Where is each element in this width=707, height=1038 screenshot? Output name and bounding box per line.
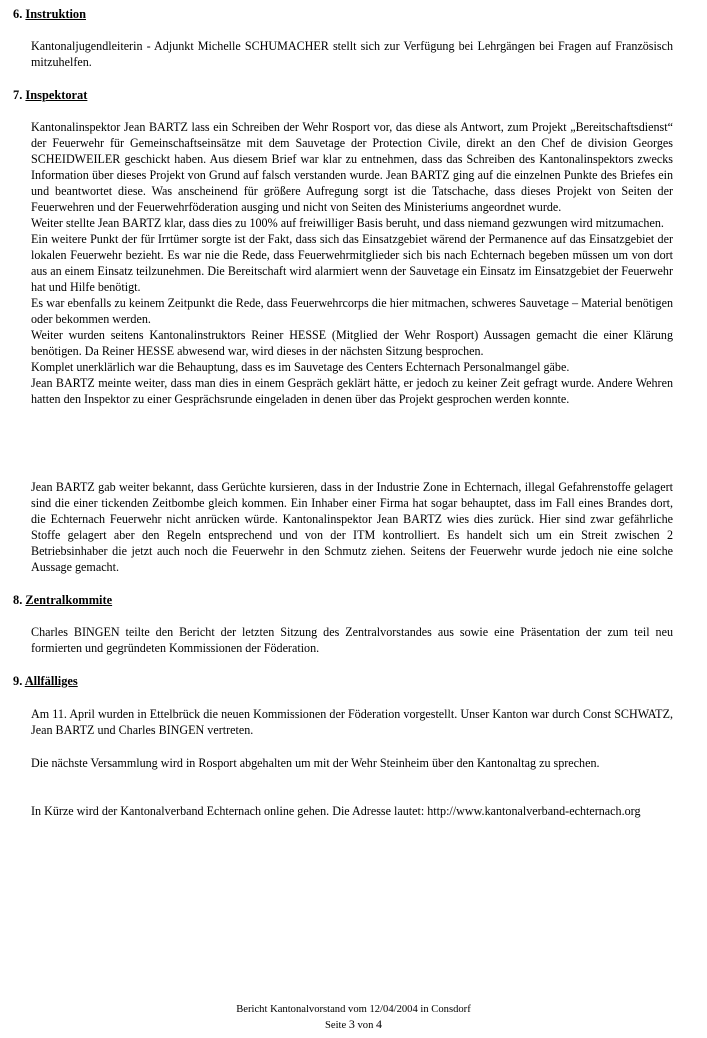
section-7-heading (13, 87, 87, 103)
section-9-paragraph-3: In Kürze wird der Kantonalverband Echternach online gehen. Die Adresse lautet: http://www.kantonalverband-echternach.org (31, 804, 641, 818)
footer-page-total: 4 (376, 1017, 383, 1031)
section-9-heading (13, 673, 78, 689)
footer-report-title: Bericht Kantonalvorstand vom 12/04/2004 in Consdorf (236, 1004, 471, 1015)
section-7-paragraph-1: Kantonalinspektor Jean BARTZ lass ein Schreiben der Wehr Rosport vor, das diese als Antwort, zum Projekt „Bereitschaftsdienst“ der Feuerwehr für Gemeinschaftseinsätze mit dem Sauvetage der Protection Civile, direkt an den Chef de division Georges SCHEIDWEILER geschickt haben. Aus diesem Brief war klar zu entnehmen, dass das Schreiben des Kantonalinspektors zwecks Information über dieses Projekt von Grund auf falsch verstanden wurde. Jean BARTZ ging auf die einzelnen Punkte des Briefes ein und beantwortet diese. Was anscheinend für größere Aufregung sorgt ist die Tatschache, dass dieses Projekt von Seiten der Feuerwehren und der Feuerwehrföderation ausging und nicht von Seiten des Ministeriums angeordnet wurde. (31, 120, 673, 214)
section-9-title: Allfälliges (24, 674, 78, 688)
section-8-number: 8. (13, 593, 23, 607)
section-7-paragraph-3: Ein weitere Punkt der für Irrtümer sorgte ist der Fakt, dass sich das Einsatzgebiet wärend der Permanence auf das Einsatzgebiet der lokalen Feuerwehr bezieht. Es war nie die Rede, dass Feuerwehrmitglieder sich bis nach Echternach begeben müssen um von dort aus an einem Einsatz teilzunehmen. Die Bereitschaft wird alarmiert wenn der Sauvetage ein Einsatz im Einsatzgebiet der Feuerwehr hat und Hilfe benötigt. (31, 232, 673, 294)
section-8-title: Zentralkommite (25, 593, 113, 607)
section-9-paragraph-2: Die nächste Versammlung wird in Rosport abgehalten um mit der Wehr Steinheim über den Kantonaltag zu sprechen. (31, 756, 600, 770)
footer-page-sep: von (357, 1020, 374, 1031)
section-7-paragraph-2: Weiter stellte Jean BARTZ klar, dass dies zu 100% auf freiwilliger Basis beruht, und dass niemand gezwungen wird mitzumachen. (31, 216, 664, 230)
section-9-number: 9. (13, 674, 23, 688)
section-7-body (31, 119, 673, 407)
section-7-number: 7. (13, 88, 23, 102)
section-9-paragraph-1: Am 11. April wurden in Ettelbrück die neuen Kommissionen der Föderation vorgestellt. Unser Kanton war durch Const SCHWATZ, Jean BARTZ und Charles BINGEN vertreten. (31, 707, 673, 737)
section-7-paragraph-6: Komplet unerklärlich war die Behauptung, dass es im Sauvetage des Centers Echternach Personalmangel gäbe. (31, 360, 570, 374)
page-footer (0, 1003, 707, 1033)
footer-page-number (0, 1017, 707, 1033)
section-8-heading (13, 592, 112, 608)
section-6-title: Instruktion (25, 7, 87, 21)
section-7-paragraph-7: Jean BARTZ meinte weiter, dass man dies in einem Gespräch geklärt hätte, er jedoch zu keiner Zeit gefragt wurde. Andere Wehren hatten den Inspektor zu einer Gesprächsrunde eingeladen in denen über das Projekt gesprochen werden konnte. (31, 376, 673, 406)
footer-page-current: 3 (348, 1017, 355, 1031)
section-7-paragraph-8: Jean BARTZ gab weiter bekannt, dass Gerüchte kursieren, dass in der Industrie Zone in Echternach, illegal Gefahrenstoffe gelagert sind die einer tickenden Zeitbombe gleich kommen. Ein Inhaber einer Firma hat sogar behauptet, dass im Fall eines Brandes dort, die Echternach Feuerwehr nicht anrücken würde. Kantonalinspektor Jean BARTZ wies dies zurück. Hier sind zwar gefährliche Stoffe gelagert aber den Regeln entsprechend und von der ITM kontrolliert. Es handelt sich um ein Streit zwischen 2 Betriebsinhaber die jetzt auch noch die Feuerwehr in den Schmutz ziehen. Seitens der Feuerwehr wurde jedoch nie eine solche Aussage gemacht. (31, 480, 673, 574)
section-7-title: Inspektorat (25, 88, 88, 102)
section-6-paragraph: Kantonaljugendleiterin - Adjunkt Michelle SCHUMACHER stellt sich zur Verfügung bei Lehrgängen bei Fragen auf Französisch mitzuhelfen. (31, 39, 673, 69)
section-6-heading (13, 6, 86, 22)
section-6-number: 6. (13, 7, 23, 21)
section-7-paragraph-4: Es war ebenfalls zu keinem Zeitpunkt die Rede, dass Feuerwehrcorps die hier mitmachen, schweres Sauvetage – Material benötigen oder bekommen werden. (31, 296, 673, 326)
section-8-paragraph: Charles BINGEN teilte den Bericht der letzten Sitzung des Zentralvorstandes aus sowie eine Präsentation der zum teil neu formierten und gegründeten Kommissionen der Föderation. (31, 625, 673, 655)
section-7-paragraph-5: Weiter wurden seitens Kantonalinstruktors Reiner HESSE (Mitglied der Wehr Rosport) Aussagen gemacht die einer Klärung benötigen. Da Reiner HESSE abwesend war, wird dieses in der nächsten Sitzung besprochen. (31, 328, 673, 358)
footer-page-label: Seite (324, 1020, 347, 1031)
